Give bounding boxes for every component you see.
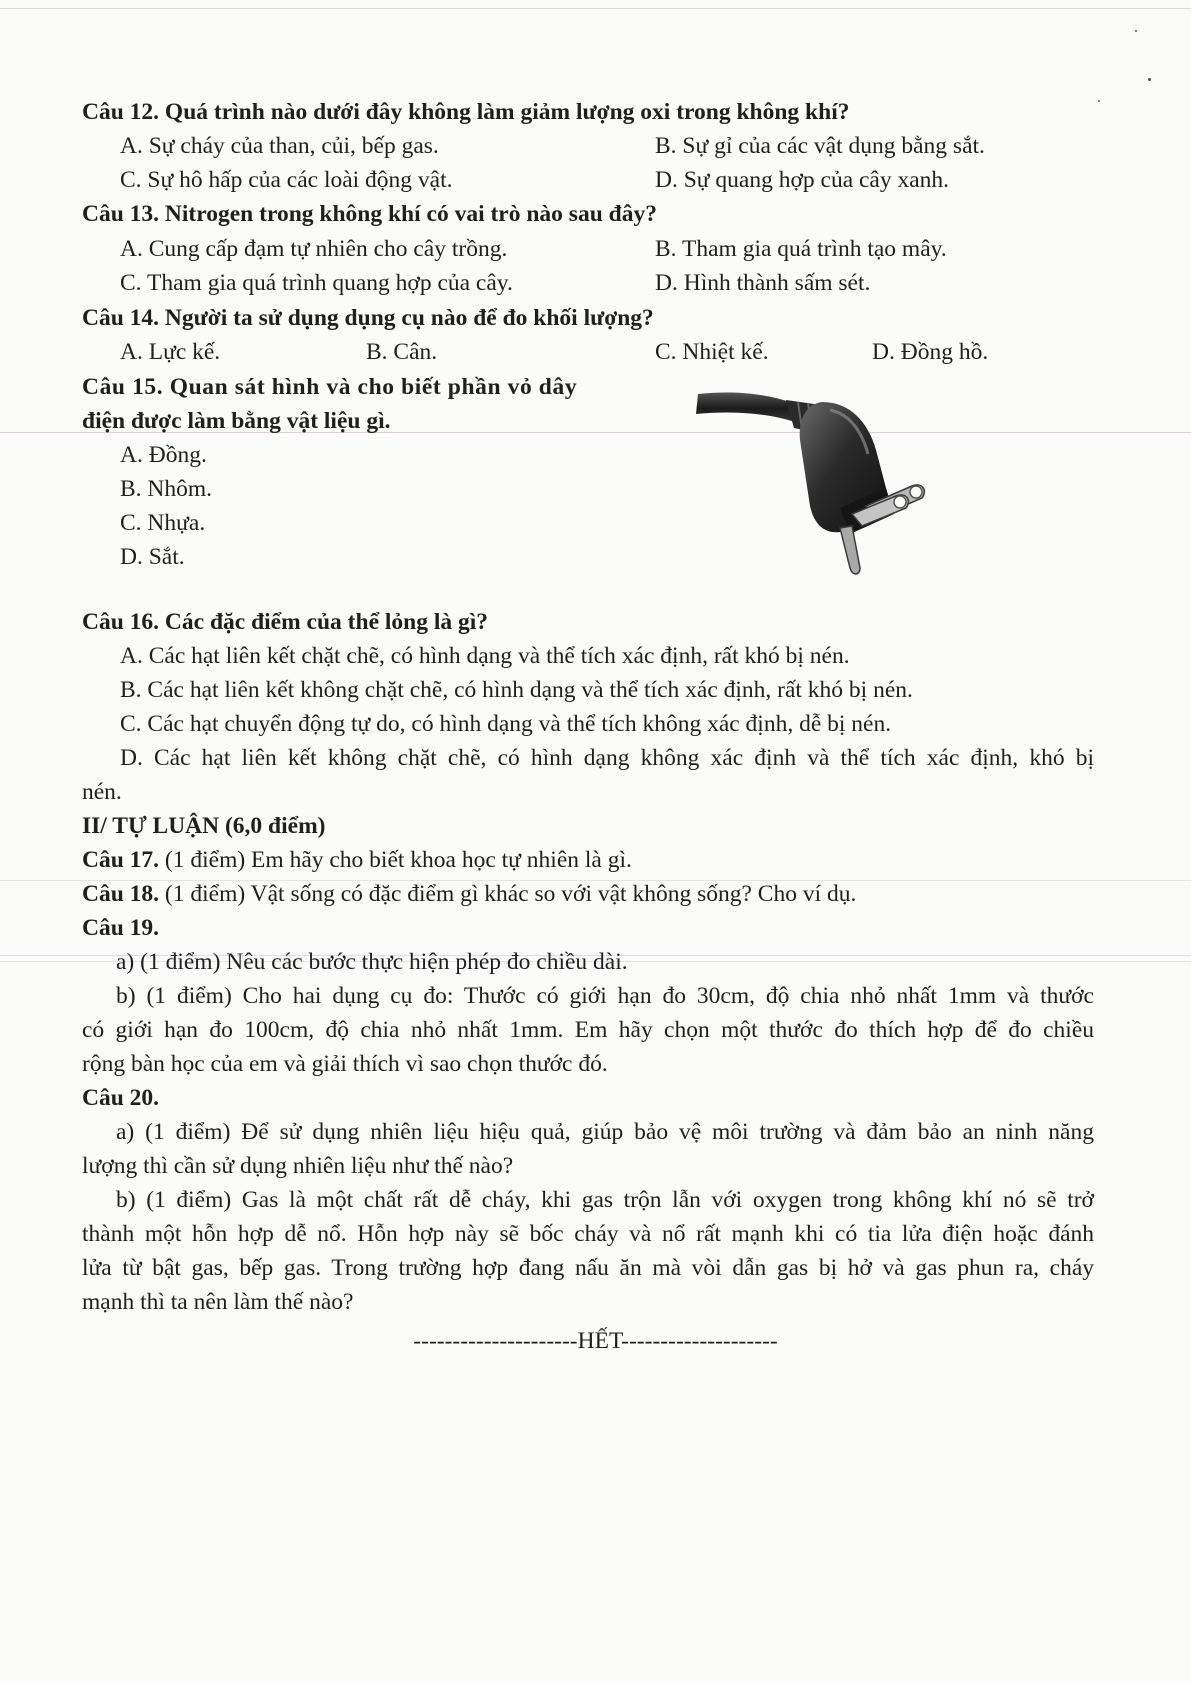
question-12-option-b: B. Sự gỉ của các vật dụng bằng sắt. <box>655 133 985 159</box>
question-16-option-b: B. Các hạt liên kết không chặt chẽ, có hình dạng và thể tích xác định, rất khó bị nén. <box>120 677 913 703</box>
question-19-part-b-line-3: rộng bàn học của em và giải thích vì sao chọn thước đó. <box>82 1051 608 1077</box>
question-16-option-c: C. Các hạt chuyển động tự do, có hình dạng và thể tích không xác định, dễ bị nén. <box>120 711 892 737</box>
question-13-option-b: B. Tham gia quá trình tạo mây. <box>655 236 947 262</box>
question-12-option-c: C. Sự hô hấp của các loài động vật. <box>120 167 453 193</box>
question-19-part-b-line-2: có giới hạn đo 100cm, độ chia nhỏ nhất 1mm. Em hãy chọn một thước đo thích hợp để đo chiều <box>82 1017 1094 1043</box>
question-20-part-a-line-1: a) (1 điểm) Để sử dụng nhiên liệu hiệu quả, giúp bảo vệ môi trường và đảm bảo an ninh năng <box>116 1119 1094 1145</box>
question-16-option-d-line-2: nén. <box>82 779 122 805</box>
question-18 <box>82 879 856 909</box>
question-16-option-d-line-1: D. Các hạt liên kết không chặt chẽ, có hình dạng không xác định và thể tích xác định, khó bị <box>120 745 1094 771</box>
question-14-stem: Câu 14. Người ta sử dụng dụng cụ nào để đo khối lượng? <box>82 305 654 331</box>
question-20-part-b-line-1: b) (1 điểm) Gas là một chất rất dễ cháy, khi gas trộn lẫn với oxygen trong không khí nó sẽ trở <box>116 1187 1094 1213</box>
question-20-part-b-line-2: thành một hỗn hợp dễ nổ. Hỗn hợp này sẽ bốc cháy và nổ rất mạnh khi có tia lửa điện hoặc đánh <box>82 1221 1094 1247</box>
end-marker: ---------------------HẾT-------------------- <box>413 1328 778 1354</box>
question-14-option-c: C. Nhiệt kế. <box>655 339 769 365</box>
scan-speck <box>1148 78 1151 81</box>
question-12-stem: Câu 12. Quá trình nào dưới đây không làm giảm lượng oxi trong không khí? <box>82 99 850 125</box>
question-18-text: (1 điểm) Vật sống có đặc điểm gì khác so với vật không sống? Cho ví dụ. <box>159 881 857 907</box>
question-17 <box>82 845 632 875</box>
question-13-stem: Câu 13. Nitrogen trong không khí có vai trò nào sau đây? <box>82 201 657 227</box>
question-15-option-b: B. Nhôm. <box>120 476 213 502</box>
scan-speck <box>1135 30 1137 32</box>
question-15-stem-line-2: điện được làm bằng vật liệu gì. <box>82 408 391 434</box>
question-14-option-d: D. Đồng hồ. <box>872 339 989 365</box>
question-13-option-d: D. Hình thành sấm sét. <box>655 270 871 296</box>
question-20-part-b-line-4: mạnh thì ta nên làm thế nào? <box>82 1289 354 1315</box>
question-20-part-a-line-2: lượng thì cần sử dụng nhiên liệu như thế nào? <box>82 1153 514 1179</box>
question-16-stem: Câu 16. Các đặc điểm của thể lỏng là gì? <box>82 609 489 635</box>
question-12-option-a: A. Sự cháy của than, củi, bếp gas. <box>120 133 439 159</box>
question-20-part-b-line-3: lửa từ bật gas, bếp gas. Trong trường hợp đang nấu ăn mà vòi dẫn gas bị hở và gas phun ra, cháy <box>82 1255 1094 1281</box>
question-13-option-c: C. Tham gia quá trình quang hợp của cây. <box>120 270 513 296</box>
question-15-option-c: C. Nhựa. <box>120 510 206 536</box>
question-18-label: Câu 18. <box>82 881 160 907</box>
electric-plug-image <box>690 388 940 583</box>
question-19-label: Câu 19. <box>82 915 160 941</box>
question-17-label: Câu 17. <box>82 847 160 873</box>
question-16-option-a: A. Các hạt liên kết chặt chẽ, có hình dạng và thể tích xác định, rất khó bị nén. <box>120 643 850 669</box>
question-14-option-a: A. Lực kế. <box>120 339 221 365</box>
scan-line <box>0 8 1191 9</box>
question-19-part-b-line-1: b) (1 điểm) Cho hai dụng cụ đo: Thước có giới hạn đo 30cm, độ chia nhỏ nhất 1mm và thước <box>116 983 1094 1009</box>
question-15-stem-line-1: Câu 15. Quan sát hình và cho biết phần vỏ dây <box>82 374 578 400</box>
question-19-part-a: a) (1 điểm) Nêu các bước thực hiện phép đo chiều dài. <box>116 949 628 975</box>
question-13-option-a: A. Cung cấp đạm tự nhiên cho cây trồng. <box>120 236 508 262</box>
question-12-option-d: D. Sự quang hợp của cây xanh. <box>655 167 950 193</box>
scan-speck <box>1098 100 1100 102</box>
question-17-text: (1 điểm) Em hãy cho biết khoa học tự nhiên là gì. <box>159 847 632 873</box>
question-15-option-d: D. Sắt. <box>120 544 185 570</box>
question-15-option-a: A. Đồng. <box>120 442 207 468</box>
section-heading-essay: II/ TỰ LUẬN (6,0 điểm) <box>82 813 326 839</box>
question-20-label: Câu 20. <box>82 1085 160 1111</box>
question-14-option-b: B. Cân. <box>366 339 438 365</box>
